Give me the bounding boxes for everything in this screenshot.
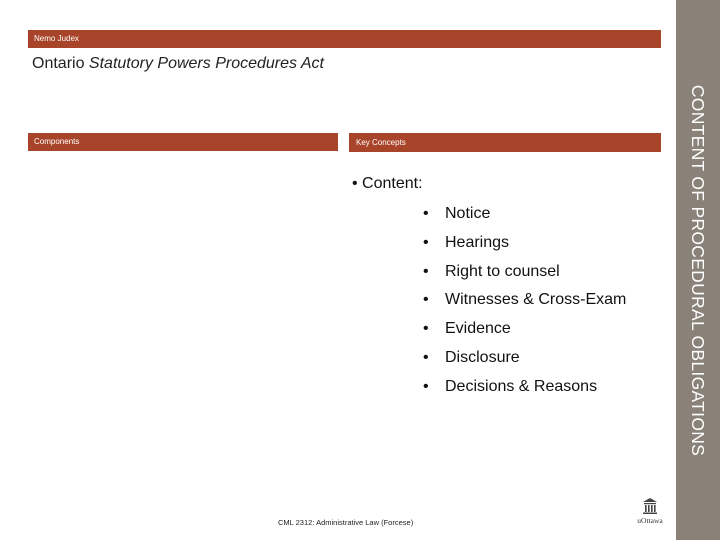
- list-item: [423, 316, 626, 345]
- university-building-icon: [642, 497, 658, 515]
- uottawa-logo: [626, 497, 674, 531]
- bullet-icon: •: [423, 320, 429, 338]
- content-heading: • Content:: [352, 175, 423, 192]
- list-item: [423, 230, 626, 259]
- bullet-icon: •: [423, 291, 429, 309]
- header-bar-label: Nemo Judex: [34, 34, 79, 43]
- list-item-label: Decisions & Reasons: [445, 377, 598, 395]
- slide-title-italic: Statutory Powers Procedures Act: [88, 55, 324, 72]
- list-item: [423, 374, 626, 403]
- components-label: Components: [34, 137, 80, 146]
- header-bar: [28, 30, 661, 48]
- list-item-label: Witnesses & Cross-Exam: [445, 291, 627, 309]
- list-item-label: Hearings: [445, 233, 510, 251]
- list-item-label: Evidence: [445, 320, 511, 338]
- bullet-icon: •: [423, 348, 429, 366]
- list-item-label: Right to counsel: [445, 262, 560, 280]
- key-concepts-bar: [349, 133, 661, 152]
- slide-title-prefix: Ontario: [32, 55, 89, 72]
- list-item: [423, 287, 626, 316]
- list-item: [423, 201, 626, 230]
- side-title: CONTENT OF PROCEDURAL OBLIGATIONS: [688, 84, 709, 456]
- list-item: [423, 259, 626, 288]
- side-panel: [676, 0, 720, 540]
- components-bar: [28, 133, 338, 151]
- list-item: [423, 345, 626, 374]
- list-item-label: Notice: [445, 205, 491, 222]
- key-concepts-label: Key Concepts: [356, 138, 406, 147]
- slide-footer: CML 2312: Administrative Law (Forcese): [278, 518, 414, 527]
- logo-text: uOttawa: [637, 516, 663, 525]
- bullet-icon: •: [423, 205, 429, 222]
- slide-title: [32, 55, 324, 73]
- content-bullet-list: [423, 201, 626, 403]
- bullet-icon: •: [423, 377, 429, 395]
- list-item-label: Disclosure: [445, 348, 520, 366]
- bullet-icon: •: [423, 262, 429, 280]
- bullet-icon: •: [423, 233, 429, 251]
